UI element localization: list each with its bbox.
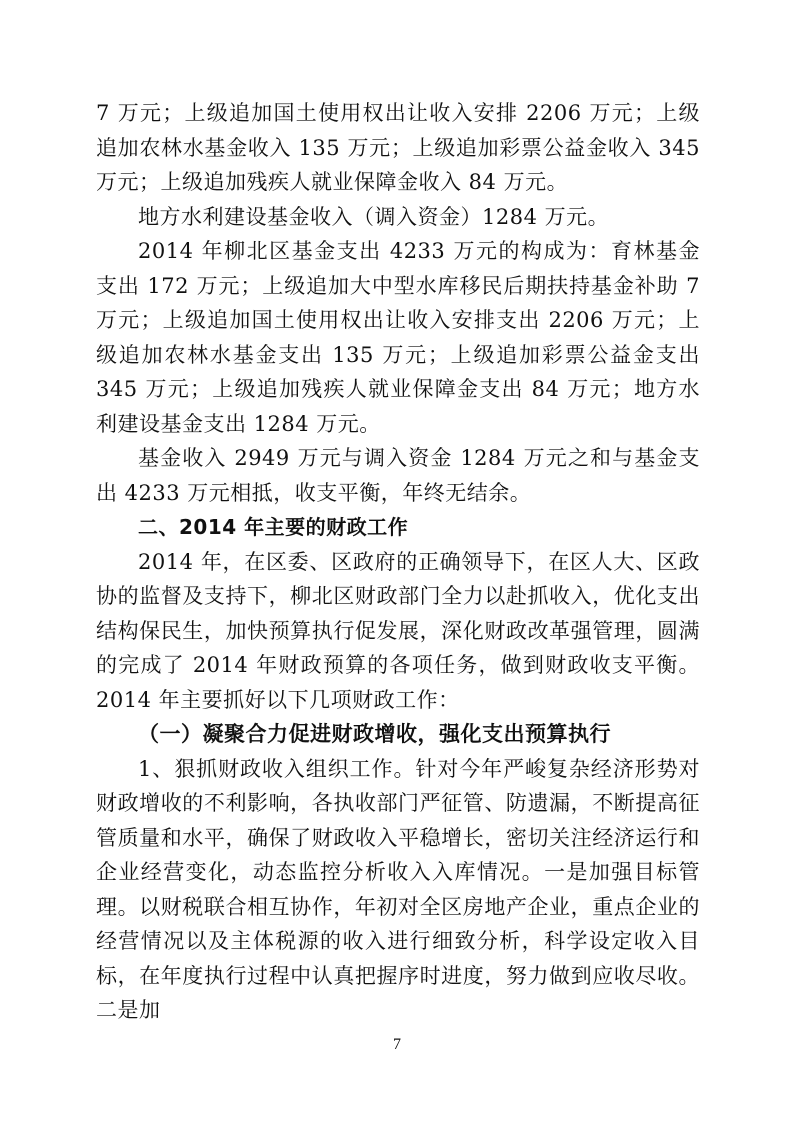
paragraph-fund-balance: 基金收入 2949 万元与调入资金 1284 万元之和与基金支出 4233 万元相抵，收支平衡，年终无结余。 [96,446,700,505]
section-heading: 二、2014 年主要的财政工作 [138,515,409,539]
paragraph-fund-expenditure: 2014 年柳北区基金支出 4233 万元的构成为：育林基金支出 172 万元；上级追加大中型水库移民后期扶持基金补助 7 万元；上级追加国土使用权出让收入安排支出 2206 万元；上级追加农林水基金支出 135 万元；上级追加彩票公益金支出 345 万元；上级追加残疾人就业保障金支出 84 万元；地方水利建设基金支出 1284 万元。 [96,239,700,436]
paragraph-water-conservancy-fund: 地方水利建设基金收入（调入资金）1284 万元。 [138,204,610,229]
body-text [96,96,700,1028]
paragraph-section-intro: 2014 年，在区委、区政府的正确领导下，在区人大、区政协的监督及支持下，柳北区财政部门全力以赴抓收入，优化支出结构保民生，加快预算执行促发展，深化财政改革强管理，圆满的完成了 2014 年财政预算的各项任务，做到财政收支平衡。2014 年主要抓好以下几项财政工作： [96,549,700,712]
paragraph-revenue-collection: 1、狠抓财政收入组织工作。针对今年严峻复杂经济形势对财政增收的不利影响，各执收部门严征管、防遗漏，不断提高征管质量和水平，确保了财政收入平稳增长，密切关注经济运行和企业经营变化，动态监控分析收入入库情况。一是加强目标管理。以财税联合相互协作，年初对全区房地产企业，重点企业的经营情况以及主体税源的收入进行细致分析，科学设定收入目标，在年度执行过程中认真把握序时进度，努力做到应收尽收。二是加 [96,756,700,1022]
paragraph-fund-income-continued: 7 万元；上级追加国土使用权出让收入安排 2206 万元；上级追加农林水基金收入 135 万元；上级追加彩票公益金收入 345 万元；上级追加残疾人就业保障金收入 84 万元。 [96,101,700,194]
page-number: 7 [393,1036,401,1053]
subsection-heading: （一）凝聚合力促进财政增收，强化支出预算执行 [138,721,611,746]
